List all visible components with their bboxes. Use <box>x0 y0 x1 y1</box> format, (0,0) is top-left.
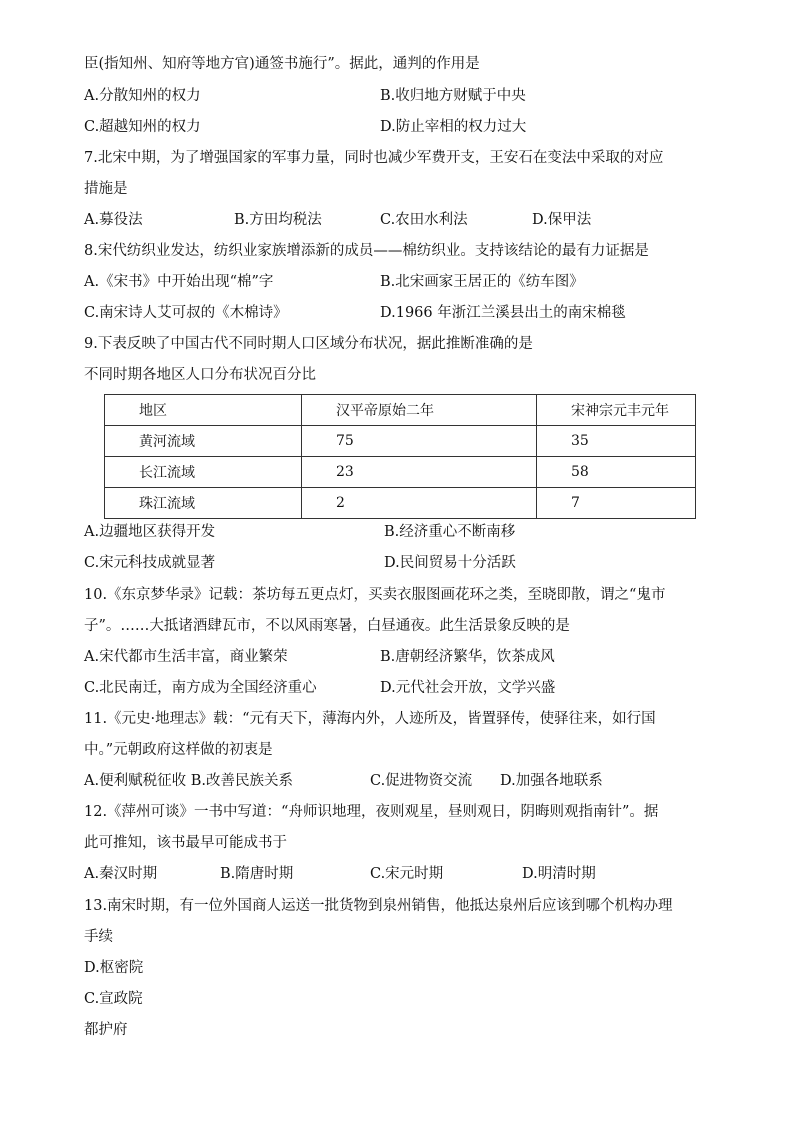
q12-option-d: D.明清时期 <box>522 866 596 882</box>
q9-stem: 9.下表反映了中国古代不同时期人口区域分布状况，据此推断准确的是 <box>84 336 533 352</box>
q7-option-c: C.农田水利法 <box>380 212 468 228</box>
q6-option-c: C.超越知州的权力 <box>84 119 201 135</box>
table-header-row <box>105 395 696 426</box>
q8-option-d: D.1966 年浙江兰溪县出土的南宋棉毯 <box>380 305 626 321</box>
q7-option-b: B.方田均税法 <box>234 212 322 228</box>
q12-stem-line1: 12.《萍州可谈》一书中写道：“舟师识地理，夜则观星，昼则观日，阴晦则观指南针”。据 <box>84 804 659 820</box>
q13-option-e: 都护府 <box>84 1022 128 1038</box>
q8-option-b: B.北宋画家王居正的《纺车图》 <box>380 274 584 290</box>
q12-option-c: C.宋元时期 <box>370 866 444 882</box>
q6-option-a: A.分散知州的权力 <box>84 88 201 104</box>
q11-stem-line2: 中。”元朝政府这样做的初衷是 <box>84 742 273 758</box>
table-header-cell: 汉平帝原始二年 <box>302 395 537 426</box>
table-row <box>105 457 696 488</box>
table-cell: 黄河流域 <box>105 426 302 457</box>
table-header-cell: 宋神宗元丰元年 <box>537 395 696 426</box>
q10-option-b: B.唐朝经济繁华，饮茶成风 <box>380 649 555 665</box>
q11-option-c: C.促进物资交流 <box>370 773 473 789</box>
table-row <box>105 426 696 457</box>
q11-option-d: D.加强各地联系 <box>500 773 603 789</box>
q13-option-d: D.枢密院 <box>84 960 144 976</box>
q13-stem-line2: 手续 <box>84 929 113 945</box>
q9-option-b: B.经济重心不断南移 <box>384 524 516 540</box>
q12-option-b: B.隋唐时期 <box>220 866 294 882</box>
q7-option-a: A.募役法 <box>84 212 143 228</box>
q6-option-d: D.防止宰相的权力过大 <box>380 119 527 135</box>
q12-option-a: A.秦汉时期 <box>84 866 158 882</box>
q11-option-ab: A.便利赋税征收 B.改善民族关系 <box>84 773 293 789</box>
table-header-cell: 地区 <box>105 395 302 426</box>
table-cell: 7 <box>537 488 696 519</box>
q9-table-title: 不同时期各地区人口分布状况百分比 <box>84 367 316 383</box>
q11-stem-line1: 11.《元史·地理志》载：“元有天下，薄海内外，人迹所及，皆置驿传，使驿往来，如行国 <box>84 711 656 727</box>
q10-option-c: C.北民南迁，南方成为全国经济重心 <box>84 680 317 696</box>
q10-stem-line2: 子”。……大抵诸酒肆瓦市，不以风雨寒暑，白昼通夜。此生活景象反映的是 <box>84 618 570 634</box>
q7-stem-line1: 7.北宋中期，为了增强国家的军事力量，同时也减少军费开支，王安石在变法中采取的对应 <box>84 150 664 166</box>
q7-option-d: D.保甲法 <box>532 212 592 228</box>
q8-option-a: A.《宋书》中开始出现“棉”字 <box>84 274 274 290</box>
q8-stem: 8.宋代纺织业发达，纺织业家族增添新的成员——棉纺织业。支持该结论的最有力证据是 <box>84 243 649 259</box>
table-cell: 23 <box>302 457 537 488</box>
q9-option-d: D.民间贸易十分活跃 <box>384 555 516 571</box>
q10-option-a: A.宋代都市生活丰富，商业繁荣 <box>84 649 288 665</box>
table-cell: 58 <box>537 457 696 488</box>
table-cell: 35 <box>537 426 696 457</box>
q8-option-c: C.南宋诗人艾可叔的《木棉诗》 <box>84 305 288 321</box>
q10-option-d: D.元代社会开放，文学兴盛 <box>380 680 556 696</box>
table-cell: 长江流域 <box>105 457 302 488</box>
q9-option-a: A.边疆地区获得开发 <box>84 524 216 540</box>
q6-option-b: B.收归地方财赋于中央 <box>380 88 526 104</box>
intro-line: 臣(指知州、知府等地方官)通签书施行”。据此，通判的作用是 <box>84 56 480 72</box>
q12-stem-line2: 此可推知，该书最早可能成书于 <box>84 835 287 851</box>
q10-stem-line1: 10.《东京梦华录》记载：茶坊每五更点灯，买卖衣服图画花环之类，至晓即散，谓之“鬼市 <box>84 587 666 603</box>
table-cell: 75 <box>302 426 537 457</box>
table-row <box>105 488 696 519</box>
q13-stem-line1: 13.南宋时期，有一位外国商人运送一批货物到泉州销售，他抵达泉州后应该到哪个机构办理 <box>84 898 673 914</box>
table-cell: 珠江流域 <box>105 488 302 519</box>
q13-option-c: C.宣政院 <box>84 991 143 1007</box>
q9-option-c: C.宋元科技成就显著 <box>84 555 216 571</box>
table-cell: 2 <box>302 488 537 519</box>
q7-stem-line2: 措施是 <box>84 181 128 197</box>
population-table <box>104 394 696 519</box>
